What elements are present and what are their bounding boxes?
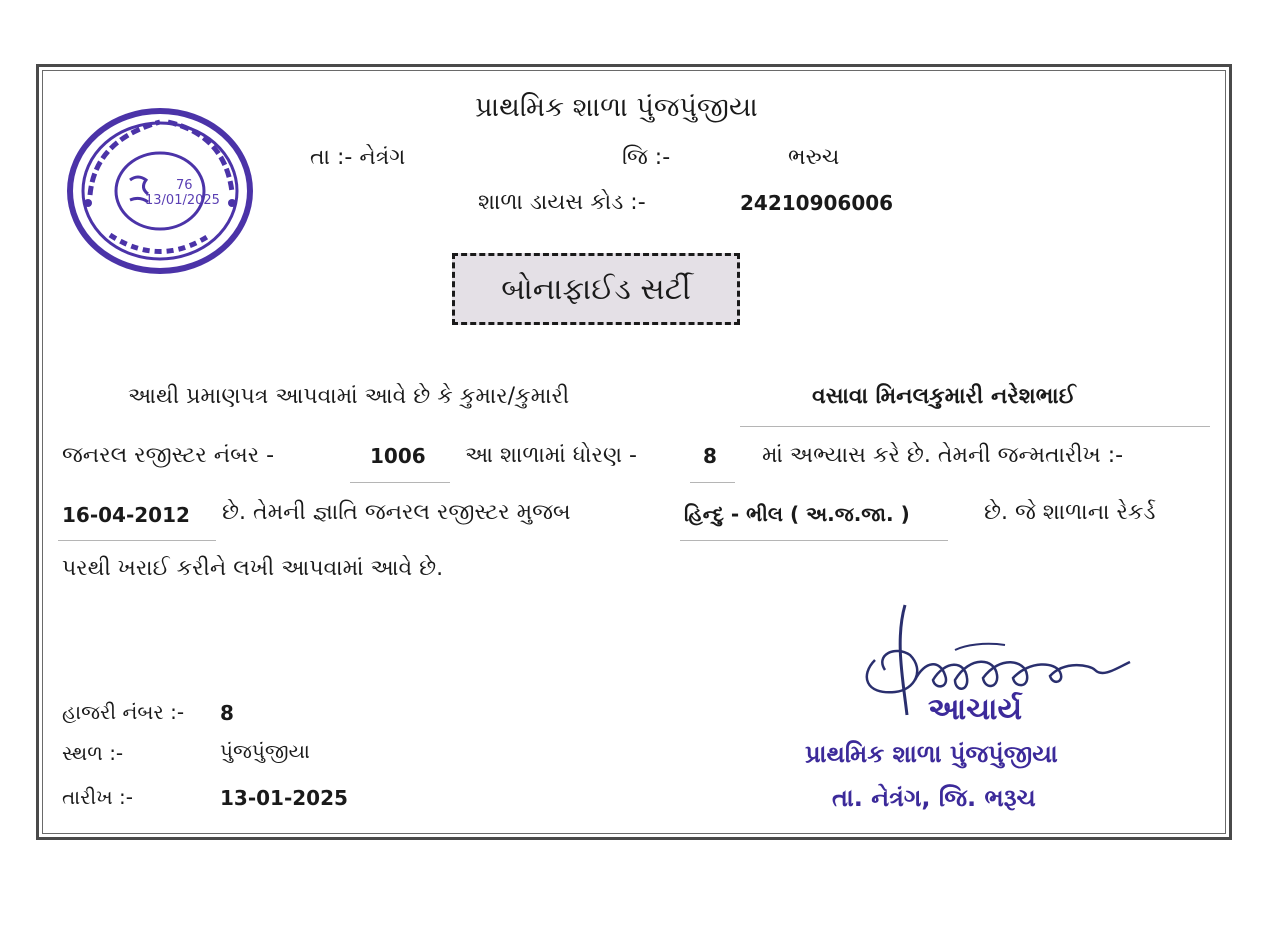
district-value: ભરુચ [788, 145, 840, 170]
caste-label: છે. તેમની જ્ઞાતિ જનરલ રજીસ્ટર મુજબ [222, 500, 571, 525]
certificate-title: બોનાફાઈડ સર્ટી [452, 253, 740, 325]
date-label: તારીખ :- [62, 785, 133, 809]
attendance-value: 8 [220, 701, 234, 725]
caste-value: હિન્દુ - ભીલ ( અ.જ.જા. ) [684, 502, 910, 526]
standard-value: 8 [703, 444, 717, 468]
verification-text: પરથી ખરાઈ કરીને લખી આપવામાં આવે છે. [62, 556, 444, 581]
seal-date: 13/01/2025 [145, 193, 220, 208]
principal-stamp-address: તા. નેત્રંગ, જિ. ભરૂચ [832, 784, 1036, 812]
attendance-label: હાજરી નંબર :- [62, 700, 185, 724]
date-of-birth: 16-04-2012 [62, 503, 190, 527]
study-dob-text: માં અભ્યાસ કરે છે. તેમની જન્મતારીખ :- [762, 443, 1124, 468]
date-value: 13-01-2025 [220, 786, 348, 810]
dise-code-label: શાળા ડાયસ કોડ :- [478, 190, 646, 215]
principal-title: આચાર્ય [928, 692, 1023, 727]
principal-stamp-school: પ્રાથમિક શાળા પુંજપુંજીયા [805, 740, 1058, 768]
dise-code-value: 24210906006 [740, 191, 894, 215]
gr-number-underline [350, 482, 450, 483]
student-name-underline [740, 426, 1210, 427]
gr-number-label: જનરલ રજીસ્ટર નંબર - [62, 443, 275, 468]
gr-number-value: 1006 [370, 444, 426, 468]
place-value: પુંજપુંજીયા [220, 739, 310, 763]
certify-text: આથી પ્રમાણપત્ર આપવામાં આવે છે કે કુમાર/કુમારી [128, 384, 570, 409]
district-label: જિ :- [622, 145, 671, 170]
seal-number: 76 [176, 178, 193, 193]
student-name: વસાવા મિનલકુમારી નરેશભાઈ [812, 384, 1076, 409]
caste-underline [680, 540, 948, 541]
place-label: સ્થળ :- [62, 741, 124, 765]
standard-underline [690, 482, 735, 483]
school-seal-icon [60, 100, 260, 282]
dob-underline [58, 540, 216, 541]
standard-label: આ શાળામાં ધોરણ - [465, 443, 637, 468]
school-name-heading: પ્રાથમિક શાળા પુંજપુંજીયા [475, 92, 758, 123]
taluka-label: તા :- નેત્રંગ [310, 145, 406, 170]
record-text: છે. જે શાળાના રેકર્ડ [984, 500, 1156, 525]
